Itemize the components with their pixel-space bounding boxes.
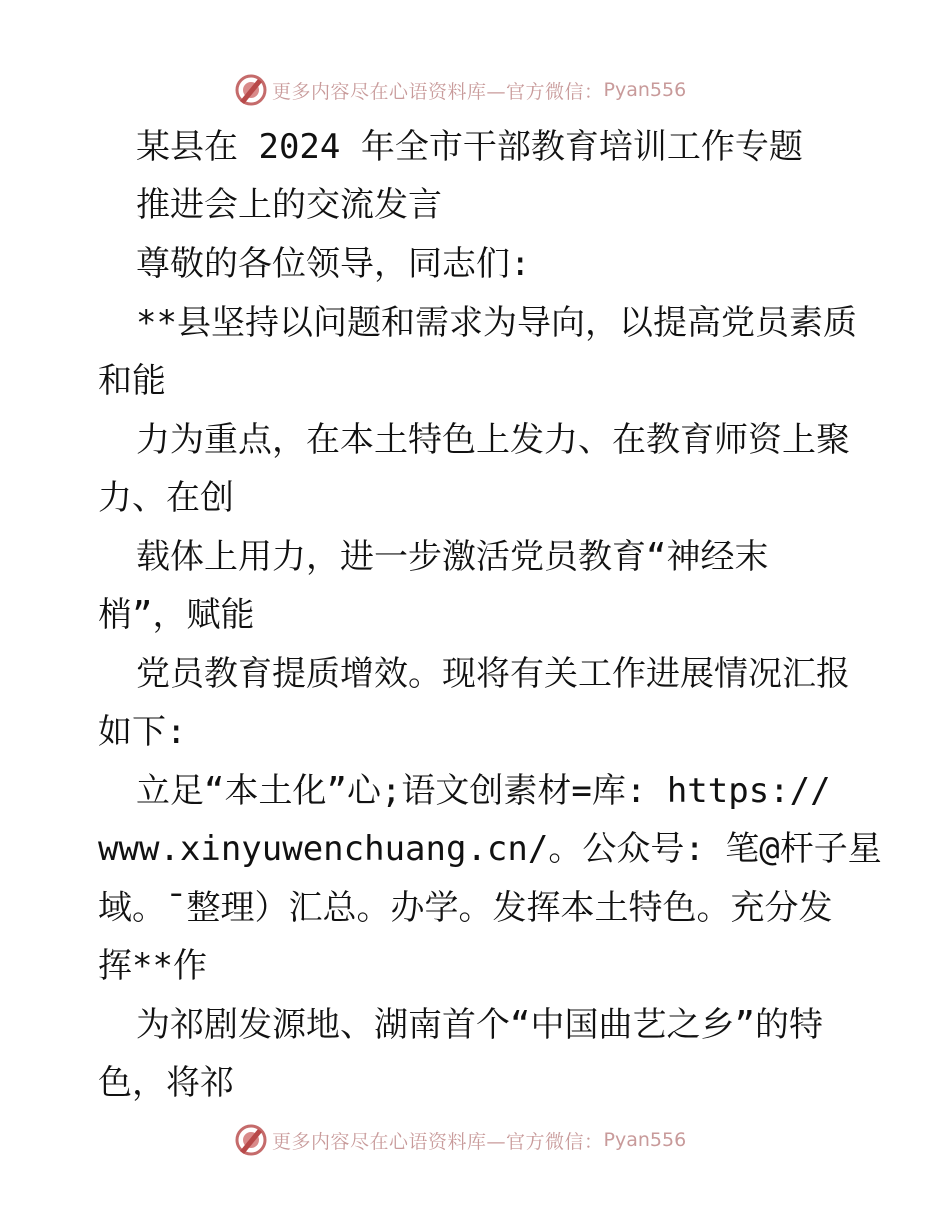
pen-seal-icon <box>234 73 268 107</box>
title-line: 某县在 2024 年全市干部教育培训工作专题 <box>136 127 803 167</box>
title-line: 推进会上的交流发言 <box>136 185 442 225</box>
body-line: 立足“本土化”心;语文创素材=库: https:// <box>136 771 831 811</box>
body-line: 挥**作 <box>98 946 207 986</box>
body-line: 载体上用力，进一步激活党员教育“神经末 <box>136 537 769 577</box>
header-watermark <box>234 72 686 108</box>
body-line: 力为重点，在本土特色上发力、在教育师资上聚 <box>136 420 850 460</box>
body-line: 梢”，赋能 <box>98 595 255 635</box>
pen-seal-icon <box>234 1123 268 1157</box>
body-line: 和能 <box>98 361 166 401</box>
watermark-account: Pyan556 <box>603 79 687 101</box>
body-line: 为祁剧发源地、湖南首个“中国曲艺之乡”的特 <box>136 1005 823 1045</box>
body-line: www.xinyuwenchuang.cn/。公众号: 笔@杆子星 <box>98 829 882 869</box>
footer-watermark <box>234 1122 686 1158</box>
salutation: 尊敬的各位领导，同志们: <box>136 244 531 284</box>
body-line: 党员教育提质增效。现将有关工作进展情况汇报 <box>136 654 850 694</box>
watermark-text: 更多内容尽在心语资料库—官方微信： <box>272 1130 604 1153</box>
body-line: 力、在创 <box>98 478 234 518</box>
body-line: 域。¯整理）汇总。办学。发挥本土特色。充分发 <box>98 888 833 928</box>
watermark-account: Pyan556 <box>603 1129 687 1151</box>
body-line: **县坚持以问题和需求为导向，以提高党员素质 <box>136 303 857 343</box>
body-line: 色，将祁 <box>98 1063 234 1103</box>
watermark-text: 更多内容尽在心语资料库—官方微信： <box>272 80 604 103</box>
body-line: 如下: <box>98 712 187 752</box>
